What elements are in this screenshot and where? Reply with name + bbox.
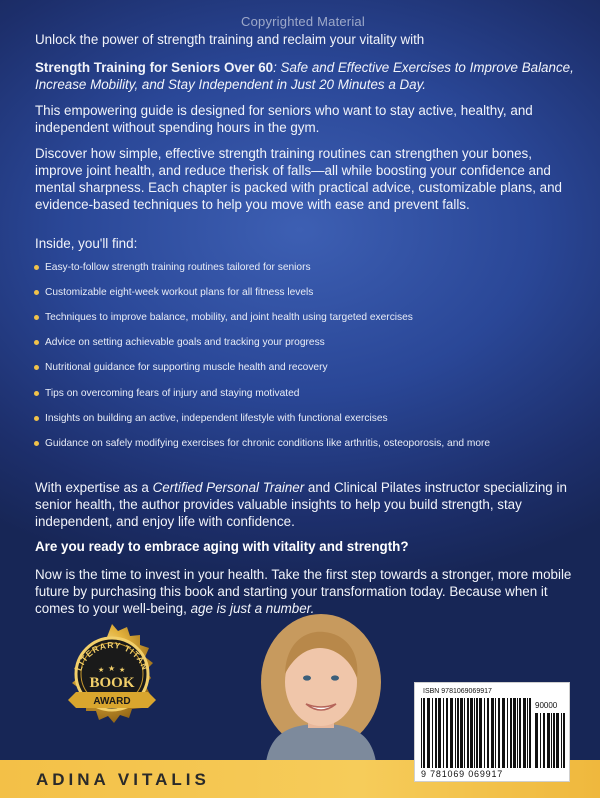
barcode-bar <box>423 698 425 768</box>
barcode-bar <box>464 698 465 768</box>
isbn-text: ISBN 9781069069917 <box>423 688 492 695</box>
list-item: Tips on overcoming fears of injury and staying motivated <box>31 387 551 400</box>
barcode-bar <box>470 698 473 768</box>
barcode-bar <box>427 698 430 768</box>
bullet-dot <box>34 265 39 270</box>
paragraph-discover: Discover how simple, effective strength training routines can strengthen your bones, improve joint health, and reduce therisk of falls—all while boosting your confidence and mental sharpness. Each chapter is packed with practical advice, customizable plans, and evidence-based techniques to help you move with ease and prevent falls. <box>35 146 562 212</box>
watermark: Copyrighted Material <box>241 14 365 29</box>
barcode-bar <box>507 698 508 768</box>
credential: Certified Personal Trainer <box>152 480 305 495</box>
barcode-bar <box>529 698 531 768</box>
bullet-dot <box>34 340 39 345</box>
call-question: Are you ready to embrace aging with vitality and strength? <box>35 539 409 554</box>
barcode-bar <box>553 713 555 768</box>
barcode-bar <box>491 698 494 768</box>
barcode-bar <box>517 698 518 768</box>
bullet-dot <box>34 315 39 320</box>
barcode-bar <box>540 713 541 768</box>
bullet-dot <box>34 441 39 446</box>
seal-arc-text: LITERARY TITAN <box>73 639 151 673</box>
price-barcode-bars <box>535 713 565 768</box>
barcode-bar <box>479 698 482 768</box>
paragraph-empower: This empowering guide is designed for seniors who want to stay active, healthy, and independent without spending hours in the gym. <box>35 103 533 135</box>
award-seal <box>56 622 168 738</box>
barcode-digits: 9 781069 069917 <box>421 769 504 779</box>
list-item: Techniques to improve balance, mobility, and joint health using targeted exercises <box>31 311 551 324</box>
barcode-bar <box>543 713 545 768</box>
book-subtitle: : Safe and Effective Exercises to Improve Balance, Increase Mobility, and Stay Independent in Just 20 Minutes a Day. <box>35 60 574 92</box>
barcode-bar <box>432 698 433 768</box>
barcode-bar <box>438 698 441 768</box>
star-icon: ★ <box>98 667 105 674</box>
barcode-bar <box>551 713 552 768</box>
barcode-bar <box>535 713 538 768</box>
list-item: Customizable eight-week workout plans for all fitness levels <box>31 286 551 299</box>
barcode-bar <box>474 698 475 768</box>
barcode-bar <box>510 698 512 768</box>
author-photo <box>236 612 406 762</box>
barcode-bar <box>460 698 463 768</box>
barcode-bar <box>527 698 528 768</box>
book-title: Strength Training for Seniors Over 60 <box>35 60 274 75</box>
barcode-bar <box>446 698 448 768</box>
book-title-line <box>35 59 575 93</box>
barcode-bar <box>502 698 505 768</box>
author-name: ADINA VITALIS <box>36 770 210 789</box>
barcode-bar <box>547 713 550 768</box>
list-item: Advice on setting achievable goals and tracking your progress <box>31 336 551 349</box>
barcode-bar <box>519 698 521 768</box>
tagline: age is just a number. <box>190 601 315 616</box>
barcode-bar <box>467 698 469 768</box>
barcode <box>414 682 570 782</box>
barcode-bar <box>498 698 500 768</box>
seal-book-text: BOOK <box>89 675 135 691</box>
barcode-bar <box>561 713 562 768</box>
inside-heading: Inside, you'll find: <box>35 236 138 251</box>
barcode-bar <box>513 698 516 768</box>
list-item: Guidance on safely modifying exercises for chronic conditions like arthritis, osteoporosis, and more <box>31 437 501 450</box>
list-item: Nutritional guidance for supporting muscle health and recovery <box>31 361 551 374</box>
list-item: Insights on building an active, independent lifestyle with functional exercises <box>31 412 551 425</box>
barcode-bar <box>476 698 478 768</box>
bullet-dot <box>34 391 39 396</box>
barcode-bar <box>435 698 437 768</box>
barcode-bar <box>421 698 422 768</box>
barcode-bar <box>455 698 456 768</box>
barcode-bar <box>495 698 496 768</box>
seal-award-text: AWARD <box>93 696 131 707</box>
barcode-bar <box>523 698 526 768</box>
barcode-bar <box>443 698 444 768</box>
price-code: 90000 <box>535 701 558 710</box>
bullet-dot <box>34 365 39 370</box>
star-icon: ★ <box>108 664 116 673</box>
barcode-bar <box>487 698 489 768</box>
barcode-bar <box>457 698 459 768</box>
barcode-bar <box>556 713 559 768</box>
barcode-bar <box>484 698 485 768</box>
intro-text: Unlock the power of strength training and reclaim your vitality with <box>35 32 425 47</box>
closing-paragraph: Now is the time to invest in your health. Take the first step towards a stronger, more mobile future by purchasing this book and starting your transformation today. Because when it comes to your well-being, age is just a number. <box>35 567 572 616</box>
list-item: Easy-to-follow strength training routines tailored for seniors <box>31 261 551 274</box>
barcode-bars <box>421 698 531 768</box>
star-icon: ★ <box>119 667 126 674</box>
barcode-bar <box>450 698 453 768</box>
bullet-dot <box>34 416 39 421</box>
barcode-bar <box>563 713 565 768</box>
bullet-dot <box>34 290 39 295</box>
expertise-paragraph: With expertise as a Certified Personal Trainer and Clinical Pilates instructor specializing in senior health, the author provides valuable insights to help you build strength, stay independent, and enjoy life with confidence. <box>35 480 567 529</box>
